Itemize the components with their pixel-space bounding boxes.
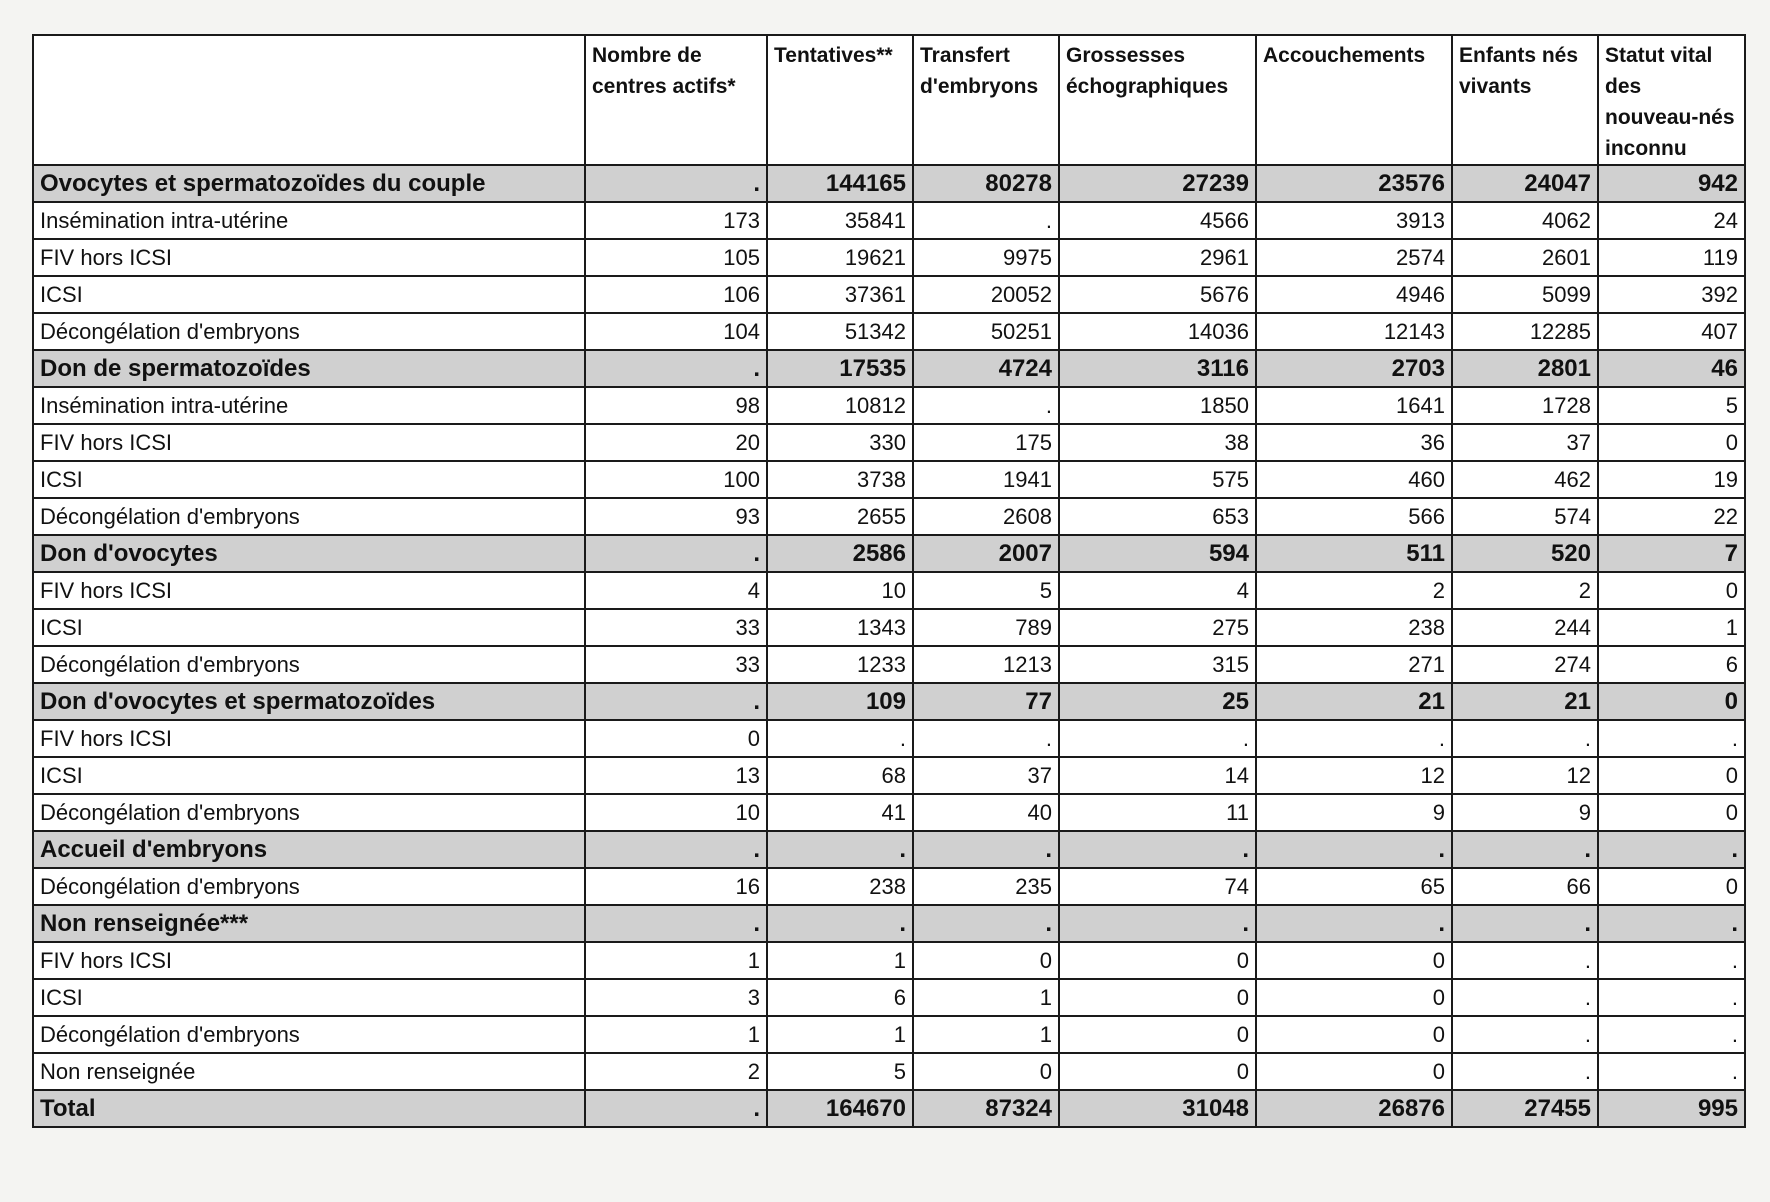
table-row bbox=[33, 276, 1745, 313]
table-cell: 9975 bbox=[913, 239, 1059, 276]
table-cell: 315 bbox=[1059, 646, 1256, 683]
table-cell: . bbox=[1452, 1053, 1598, 1090]
column-header: Grossesses échographiques bbox=[1059, 35, 1256, 165]
table-cell: . bbox=[913, 202, 1059, 239]
table-cell: 0 bbox=[1256, 1016, 1452, 1053]
table-cell: 0 bbox=[1598, 794, 1745, 831]
table-cell: 0 bbox=[913, 1053, 1059, 1090]
table-cell: 1 bbox=[913, 1016, 1059, 1053]
row-label: ICSI bbox=[33, 757, 585, 794]
table-cell: 574 bbox=[1452, 498, 1598, 535]
table-row bbox=[33, 461, 1745, 498]
table-cell: 9 bbox=[1452, 794, 1598, 831]
table-cell: . bbox=[913, 720, 1059, 757]
table-cell: . bbox=[1059, 905, 1256, 942]
table-cell: 2601 bbox=[1452, 239, 1598, 276]
table-cell: 12143 bbox=[1256, 313, 1452, 350]
table-cell: 38 bbox=[1059, 424, 1256, 461]
table-cell: 995 bbox=[1598, 1090, 1745, 1127]
table-cell: 14 bbox=[1059, 757, 1256, 794]
table-cell: 407 bbox=[1598, 313, 1745, 350]
group-row bbox=[33, 535, 1745, 572]
table-cell: 0 bbox=[1059, 1053, 1256, 1090]
table-cell: 31048 bbox=[1059, 1090, 1256, 1127]
table-cell: 2 bbox=[1256, 572, 1452, 609]
table-cell: . bbox=[913, 905, 1059, 942]
table-cell: 33 bbox=[585, 646, 767, 683]
table-cell: 392 bbox=[1598, 276, 1745, 313]
table-cell: 20052 bbox=[913, 276, 1059, 313]
column-header: Nombre de centres actifs* bbox=[585, 35, 767, 165]
table-cell: 12 bbox=[1452, 757, 1598, 794]
table-cell: 511 bbox=[1256, 535, 1452, 572]
table-cell: 1 bbox=[913, 979, 1059, 1016]
table-cell: 0 bbox=[585, 720, 767, 757]
table-cell: 5 bbox=[913, 572, 1059, 609]
table-cell: . bbox=[1452, 831, 1598, 868]
row-label: Décongélation d'embryons bbox=[33, 498, 585, 535]
row-label: Total bbox=[33, 1090, 585, 1127]
row-label: Décongélation d'embryons bbox=[33, 646, 585, 683]
table-cell: 0 bbox=[913, 942, 1059, 979]
table-cell: 1233 bbox=[767, 646, 913, 683]
table-cell: 1 bbox=[1598, 609, 1745, 646]
table-row bbox=[33, 757, 1745, 794]
table-cell: 16 bbox=[585, 868, 767, 905]
table-body bbox=[33, 165, 1745, 1127]
table-cell: 37 bbox=[913, 757, 1059, 794]
row-label: FIV hors ICSI bbox=[33, 239, 585, 276]
table-cell: 6 bbox=[1598, 646, 1745, 683]
table-cell: 13 bbox=[585, 757, 767, 794]
table-row bbox=[33, 646, 1745, 683]
table-cell: 1 bbox=[585, 942, 767, 979]
table-cell: 10 bbox=[585, 794, 767, 831]
table-cell: 460 bbox=[1256, 461, 1452, 498]
table-cell: 10812 bbox=[767, 387, 913, 424]
table-cell: 1941 bbox=[913, 461, 1059, 498]
table-cell: 520 bbox=[1452, 535, 1598, 572]
table-cell: 3116 bbox=[1059, 350, 1256, 387]
table-cell: 35841 bbox=[767, 202, 913, 239]
table-cell: 1 bbox=[585, 1016, 767, 1053]
table-cell: 51342 bbox=[767, 313, 913, 350]
table-cell: 1728 bbox=[1452, 387, 1598, 424]
table-cell: 2703 bbox=[1256, 350, 1452, 387]
table-cell: 0 bbox=[1256, 942, 1452, 979]
table-cell: 462 bbox=[1452, 461, 1598, 498]
table-cell: 235 bbox=[913, 868, 1059, 905]
table-cell: 2007 bbox=[913, 535, 1059, 572]
table-cell: 653 bbox=[1059, 498, 1256, 535]
table-cell: 566 bbox=[1256, 498, 1452, 535]
row-label: Don d'ovocytes bbox=[33, 535, 585, 572]
table-row bbox=[33, 424, 1745, 461]
table-cell: 271 bbox=[1256, 646, 1452, 683]
art-statistics-table bbox=[32, 34, 1746, 1128]
row-label: ICSI bbox=[33, 979, 585, 1016]
table-cell: . bbox=[1598, 942, 1745, 979]
table-cell: 93 bbox=[585, 498, 767, 535]
table-cell: 12285 bbox=[1452, 313, 1598, 350]
table-cell: 175 bbox=[913, 424, 1059, 461]
table-cell: 274 bbox=[1452, 646, 1598, 683]
table-cell: . bbox=[1452, 1016, 1598, 1053]
table-row bbox=[33, 794, 1745, 831]
table-cell: 24047 bbox=[1452, 165, 1598, 202]
table-cell: . bbox=[913, 387, 1059, 424]
table-cell: . bbox=[1452, 942, 1598, 979]
table-row bbox=[33, 609, 1745, 646]
table-cell: 10 bbox=[767, 572, 913, 609]
table-cell: 275 bbox=[1059, 609, 1256, 646]
table-cell: 2 bbox=[1452, 572, 1598, 609]
row-label: Non renseignée bbox=[33, 1053, 585, 1090]
table-cell: . bbox=[767, 831, 913, 868]
group-row bbox=[33, 350, 1745, 387]
table-cell: 23576 bbox=[1256, 165, 1452, 202]
row-label: ICSI bbox=[33, 609, 585, 646]
table-cell: 25 bbox=[1059, 683, 1256, 720]
column-header: Tentatives** bbox=[767, 35, 913, 165]
table-cell: 1641 bbox=[1256, 387, 1452, 424]
table-cell: 80278 bbox=[913, 165, 1059, 202]
table-cell: 5 bbox=[1598, 387, 1745, 424]
table-cell: 119 bbox=[1598, 239, 1745, 276]
table-cell: . bbox=[585, 831, 767, 868]
total-row bbox=[33, 1090, 1745, 1127]
table-cell: 46 bbox=[1598, 350, 1745, 387]
table-cell: 41 bbox=[767, 794, 913, 831]
table-cell: 3 bbox=[585, 979, 767, 1016]
row-label: Décongélation d'embryons bbox=[33, 1016, 585, 1053]
row-label: FIV hors ICSI bbox=[33, 942, 585, 979]
row-label: Décongélation d'embryons bbox=[33, 794, 585, 831]
table-cell: 24 bbox=[1598, 202, 1745, 239]
table-cell: . bbox=[1256, 720, 1452, 757]
table-cell: 5099 bbox=[1452, 276, 1598, 313]
table-row bbox=[33, 979, 1745, 1016]
table-cell: . bbox=[1256, 905, 1452, 942]
table-cell: 4566 bbox=[1059, 202, 1256, 239]
table-row bbox=[33, 868, 1745, 905]
column-header: Accouchements bbox=[1256, 35, 1452, 165]
table-row bbox=[33, 498, 1745, 535]
table-cell: 74 bbox=[1059, 868, 1256, 905]
table-cell: 109 bbox=[767, 683, 913, 720]
table-cell: 1343 bbox=[767, 609, 913, 646]
table-cell: 106 bbox=[585, 276, 767, 313]
table-cell: 19 bbox=[1598, 461, 1745, 498]
table-cell: 36 bbox=[1256, 424, 1452, 461]
table-cell: . bbox=[1598, 1053, 1745, 1090]
table-cell: 0 bbox=[1059, 942, 1256, 979]
table-cell: 164670 bbox=[767, 1090, 913, 1127]
table-cell: 19621 bbox=[767, 239, 913, 276]
table-cell: 87324 bbox=[913, 1090, 1059, 1127]
table-cell: 244 bbox=[1452, 609, 1598, 646]
table-cell: 3738 bbox=[767, 461, 913, 498]
table-cell: 4724 bbox=[913, 350, 1059, 387]
table-row bbox=[33, 202, 1745, 239]
table-cell: 77 bbox=[913, 683, 1059, 720]
table-cell: 68 bbox=[767, 757, 913, 794]
table-cell: 0 bbox=[1598, 424, 1745, 461]
column-header: Enfants nés vivants bbox=[1452, 35, 1598, 165]
table-cell: 20 bbox=[585, 424, 767, 461]
table-cell: 2801 bbox=[1452, 350, 1598, 387]
table-row bbox=[33, 572, 1745, 609]
table-cell: 0 bbox=[1598, 683, 1745, 720]
row-label: Non renseignée*** bbox=[33, 905, 585, 942]
table-header bbox=[33, 35, 1745, 165]
table-cell: 0 bbox=[1256, 979, 1452, 1016]
row-label: FIV hors ICSI bbox=[33, 572, 585, 609]
table-cell: . bbox=[585, 683, 767, 720]
group-row bbox=[33, 905, 1745, 942]
row-label: FIV hors ICSI bbox=[33, 424, 585, 461]
table-cell: 50251 bbox=[913, 313, 1059, 350]
table-cell: . bbox=[767, 905, 913, 942]
table-cell: . bbox=[585, 350, 767, 387]
table-cell: 17535 bbox=[767, 350, 913, 387]
table-cell: 789 bbox=[913, 609, 1059, 646]
table-row bbox=[33, 720, 1745, 757]
table-cell: . bbox=[585, 905, 767, 942]
table-cell: . bbox=[1452, 905, 1598, 942]
table-cell: 33 bbox=[585, 609, 767, 646]
table-cell: . bbox=[1059, 831, 1256, 868]
column-header: Transfert d'embryons bbox=[913, 35, 1059, 165]
table-cell: 65 bbox=[1256, 868, 1452, 905]
row-label: Décongélation d'embryons bbox=[33, 313, 585, 350]
table-cell: 66 bbox=[1452, 868, 1598, 905]
table-cell: 0 bbox=[1598, 868, 1745, 905]
table-cell: . bbox=[767, 720, 913, 757]
row-label: Accueil d'embryons bbox=[33, 831, 585, 868]
table-cell: 4 bbox=[1059, 572, 1256, 609]
table-cell: 5676 bbox=[1059, 276, 1256, 313]
table-cell: . bbox=[585, 535, 767, 572]
table-cell: 1 bbox=[767, 1016, 913, 1053]
table-cell: 6 bbox=[767, 979, 913, 1016]
table-cell: 1850 bbox=[1059, 387, 1256, 424]
table-cell: 2961 bbox=[1059, 239, 1256, 276]
table-cell: . bbox=[585, 1090, 767, 1127]
row-label: Insémination intra-utérine bbox=[33, 387, 585, 424]
table-cell: 4 bbox=[585, 572, 767, 609]
table-cell: 942 bbox=[1598, 165, 1745, 202]
table-cell: . bbox=[1598, 831, 1745, 868]
row-label: Don d'ovocytes et spermatozoïdes bbox=[33, 683, 585, 720]
table-cell: 98 bbox=[585, 387, 767, 424]
table-cell: . bbox=[585, 165, 767, 202]
row-label: Ovocytes et spermatozoïdes du couple bbox=[33, 165, 585, 202]
row-label: FIV hors ICSI bbox=[33, 720, 585, 757]
row-label: Décongélation d'embryons bbox=[33, 868, 585, 905]
table-cell: 5 bbox=[767, 1053, 913, 1090]
table-row bbox=[33, 387, 1745, 424]
table-cell: 1213 bbox=[913, 646, 1059, 683]
table-cell: 2586 bbox=[767, 535, 913, 572]
table-cell: 173 bbox=[585, 202, 767, 239]
group-row bbox=[33, 165, 1745, 202]
table-cell: 3913 bbox=[1256, 202, 1452, 239]
table-cell: 2574 bbox=[1256, 239, 1452, 276]
table-cell: 0 bbox=[1256, 1053, 1452, 1090]
table-cell: 575 bbox=[1059, 461, 1256, 498]
table-cell: 14036 bbox=[1059, 313, 1256, 350]
group-row bbox=[33, 683, 1745, 720]
table-cell: . bbox=[1256, 831, 1452, 868]
table-cell: 27239 bbox=[1059, 165, 1256, 202]
table-cell: 105 bbox=[585, 239, 767, 276]
header-cell-blank bbox=[33, 35, 585, 165]
table-row bbox=[33, 1053, 1745, 1090]
table-cell: 26876 bbox=[1256, 1090, 1452, 1127]
table-cell: 144165 bbox=[767, 165, 913, 202]
row-label: ICSI bbox=[33, 276, 585, 313]
table-cell: 37 bbox=[1452, 424, 1598, 461]
table-cell: 37361 bbox=[767, 276, 913, 313]
table-cell: 11 bbox=[1059, 794, 1256, 831]
table-cell: 21 bbox=[1452, 683, 1598, 720]
table-cell: 21 bbox=[1256, 683, 1452, 720]
table-cell: . bbox=[1452, 720, 1598, 757]
table-cell: 330 bbox=[767, 424, 913, 461]
table-cell: . bbox=[1059, 720, 1256, 757]
column-header: Statut vital des nouveau-nés inconnu bbox=[1598, 35, 1745, 165]
table-cell: 12 bbox=[1256, 757, 1452, 794]
table-row bbox=[33, 313, 1745, 350]
table-cell: 594 bbox=[1059, 535, 1256, 572]
header-row bbox=[33, 35, 1745, 165]
table-cell: . bbox=[1598, 905, 1745, 942]
table-cell: 9 bbox=[1256, 794, 1452, 831]
group-row bbox=[33, 831, 1745, 868]
table-cell: 40 bbox=[913, 794, 1059, 831]
table-cell: 104 bbox=[585, 313, 767, 350]
table-row bbox=[33, 239, 1745, 276]
table-cell: 1 bbox=[767, 942, 913, 979]
row-label: Don de spermatozoïdes bbox=[33, 350, 585, 387]
table-cell: . bbox=[1598, 1016, 1745, 1053]
table-cell: 7 bbox=[1598, 535, 1745, 572]
table-cell: 22 bbox=[1598, 498, 1745, 535]
table-cell: . bbox=[1598, 979, 1745, 1016]
table-cell: 0 bbox=[1598, 757, 1745, 794]
table-cell: 4946 bbox=[1256, 276, 1452, 313]
table-cell: 0 bbox=[1059, 1016, 1256, 1053]
table-row bbox=[33, 1016, 1745, 1053]
table-cell: . bbox=[1452, 979, 1598, 1016]
row-label: Insémination intra-utérine bbox=[33, 202, 585, 239]
table-cell: 27455 bbox=[1452, 1090, 1598, 1127]
table-cell: 4062 bbox=[1452, 202, 1598, 239]
table-cell: 2 bbox=[585, 1053, 767, 1090]
table-cell: . bbox=[1598, 720, 1745, 757]
table-cell: . bbox=[913, 831, 1059, 868]
table-cell: 0 bbox=[1059, 979, 1256, 1016]
table-cell: 2655 bbox=[767, 498, 913, 535]
table-cell: 0 bbox=[1598, 572, 1745, 609]
data-table-container bbox=[32, 34, 1744, 1128]
row-label: ICSI bbox=[33, 461, 585, 498]
table-row bbox=[33, 942, 1745, 979]
table-cell: 238 bbox=[1256, 609, 1452, 646]
table-cell: 100 bbox=[585, 461, 767, 498]
table-cell: 2608 bbox=[913, 498, 1059, 535]
table-cell: 238 bbox=[767, 868, 913, 905]
